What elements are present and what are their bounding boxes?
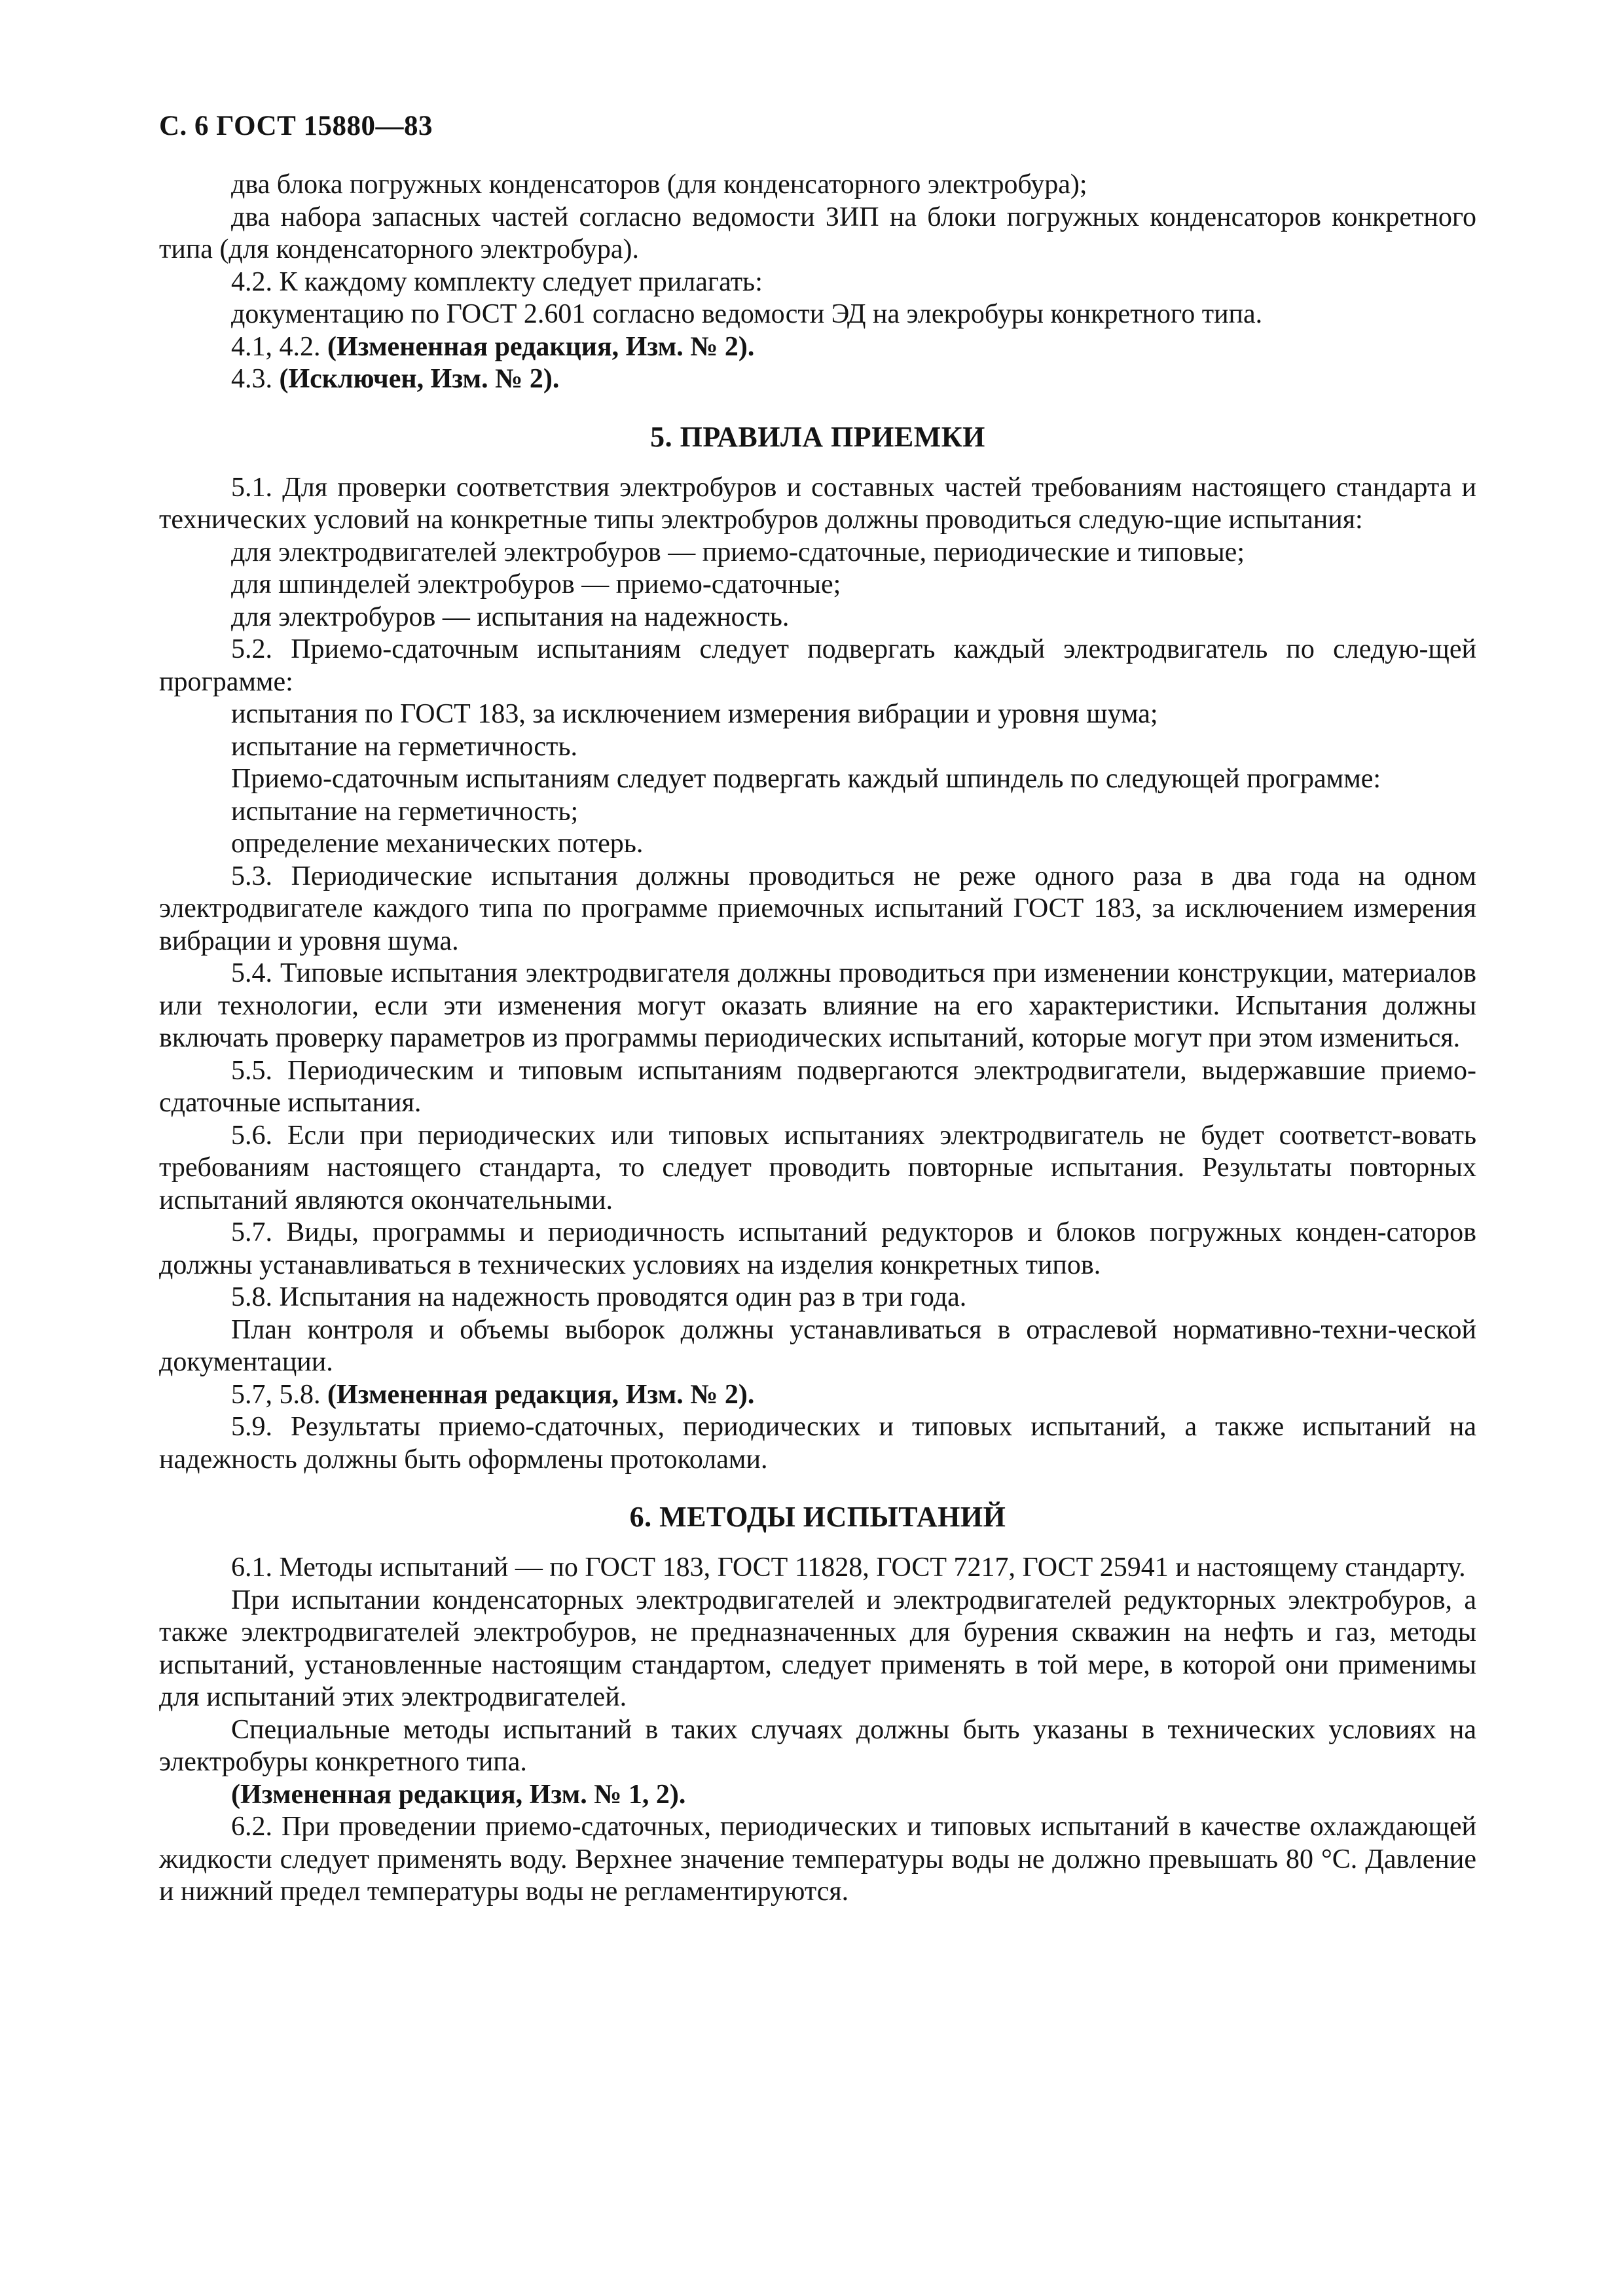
paragraph: 5.8. Испытания на надежность проводятся один раз в три года. [231,1282,967,1312]
note-bold: (Измененная редакция, Изм. № 2). [327,1379,755,1410]
amendment-note [159,1379,1476,1412]
note-bold: (Измененная редакция, Изм. № 2). [327,331,755,362]
paragraph: 5.4. Типовые испытания электродвигателя должны проводиться при изменении конструкции, материалов или технологии, если эти изменения могут оказать влияние на его характеристики. Испытания должны включать проверку параметров из программы периодических испытаний, которые могут при этом измениться. [159,958,1476,1053]
amendment-note [159,363,1476,396]
paragraph: для электродвигателей электробуров — приемо-сдаточные, периодические и типовые; [231,537,1245,567]
paragraph: два набора запасных частей согласно ведомости ЗИП на блоки погружных конденсаторов конкретного типа (для конденсаторного электробура). [159,202,1476,264]
paragraph: Приемо-сдаточным испытаниям следует подвергать каждый шпиндель по следующей программе: [231,764,1381,794]
paragraph: для электробуров — испытания на надежность. [231,601,790,632]
amendment-note [159,331,1476,364]
note-prefix: 4.3. [231,364,280,394]
document-body [159,169,1476,1909]
paragraph: 6.1. Методы испытаний — по ГОСТ 183, ГОСТ 11828, ГОСТ 7217, ГОСТ 25941 и настоящему стандарту. [231,1552,1466,1583]
paragraph: 5.9. Результаты приемо-сдаточных, периодических и типовых испытаний, а также испытаний на надежность должны быть оформлены протоколами. [159,1412,1476,1475]
paragraph: испытание на герметичность. [231,731,578,762]
section-heading: 5. ПРАВИЛА ПРИЕМКИ [650,420,985,453]
paragraph: документацию по ГОСТ 2.601 согласно ведомости ЭД на элекробуры конкретного типа. [231,299,1263,329]
paragraph: определение механических потерь. [231,829,644,859]
note-bold: (Измененная редакция, Изм. № 1, 2). [231,1779,686,1810]
paragraph: 5.5. Периодическим и типовым испытаниям подвергаются электродвигатели, выдержавшие приемо-сдаточные испытания. [159,1055,1476,1118]
page-header: С. 6 ГОСТ 15880—83 [159,111,433,141]
note-prefix: 5.7, 5.8. [231,1379,327,1410]
paragraph: 5.7. Виды, программы и периодичность испытаний редукторов и блоков погружных конден-саторов должны устанавливаться в технических условиях на изделия конкретных типов. [159,1217,1476,1280]
paragraph: испытание на герметичность; [231,796,579,827]
paragraph: Специальные методы испытаний в таких случаях должны быть указаны в технических условиях на электробуры конкретного типа. [159,1714,1476,1777]
paragraph: два блока погружных конденсаторов (для конденсаторного электробура); [231,170,1087,200]
paragraph: 5.2. Приемо-сдаточным испытаниям следует подвергать каждый электродвигатель по следую-щей программе: [159,634,1476,697]
paragraph: 5.3. Периодические испытания должны проводиться не реже одного раза в два года на одном электродвигателе каждого типа по программе приемочных испытаний ГОСТ 183, за исключением измерения вибрации и уровня шума. [159,861,1476,956]
amendment-note [159,1779,1476,1812]
paragraph: 5.6. Если при периодических или типовых испытаниях электродвигатель не будет соответст-вовать требованиям настоящего стандарта, то следует проводить повторные испытания. Результаты повторных испытаний являются окончательными. [159,1120,1476,1215]
paragraph: 6.2. При проведении приемо-сдаточных, периодических и типовых испытаний в качестве охлаждающей жидкости следует применять воду. Верхнее значение температуры воды не должно превышать 80 °С. Давление и нижний предел температуры воды не регламентируются. [159,1812,1476,1907]
paragraph: 5.1. Для проверки соответствия электробуров и составных частей требованиям настоящего стандарта и технических условий на конкретные типы электробуров должны проводиться следую-щие испытания: [159,472,1476,535]
note-prefix: 4.1, 4.2. [231,331,327,362]
note-bold: (Исключен, Изм. № 2). [279,364,560,394]
paragraph: испытания по ГОСТ 183, за исключением измерения вибрации и уровня шума; [231,699,1158,729]
section-heading: 6. МЕТОДЫ ИСПЫТАНИЙ [629,1501,1006,1533]
paragraph: для шпинделей электробуров — приемо-сдаточные; [231,569,841,600]
paragraph: При испытании конденсаторных электродвигателей и электродвигателей редукторных электробуров, а также электродвигателей электробуров, не предназначенных для бурения скважин на нефть и газ, методы испытаний, установленные настоящим стандартом, следует применять в той мере, в которой они применимы для испытаний этих электродвигателей. [159,1585,1476,1712]
paragraph: План контроля и объемы выборок должны устанавливаться в отраслевой нормативно-техни-ческой документации. [159,1314,1476,1377]
paragraph: 4.2. К каждому комплекту следует прилагать: [231,266,763,297]
